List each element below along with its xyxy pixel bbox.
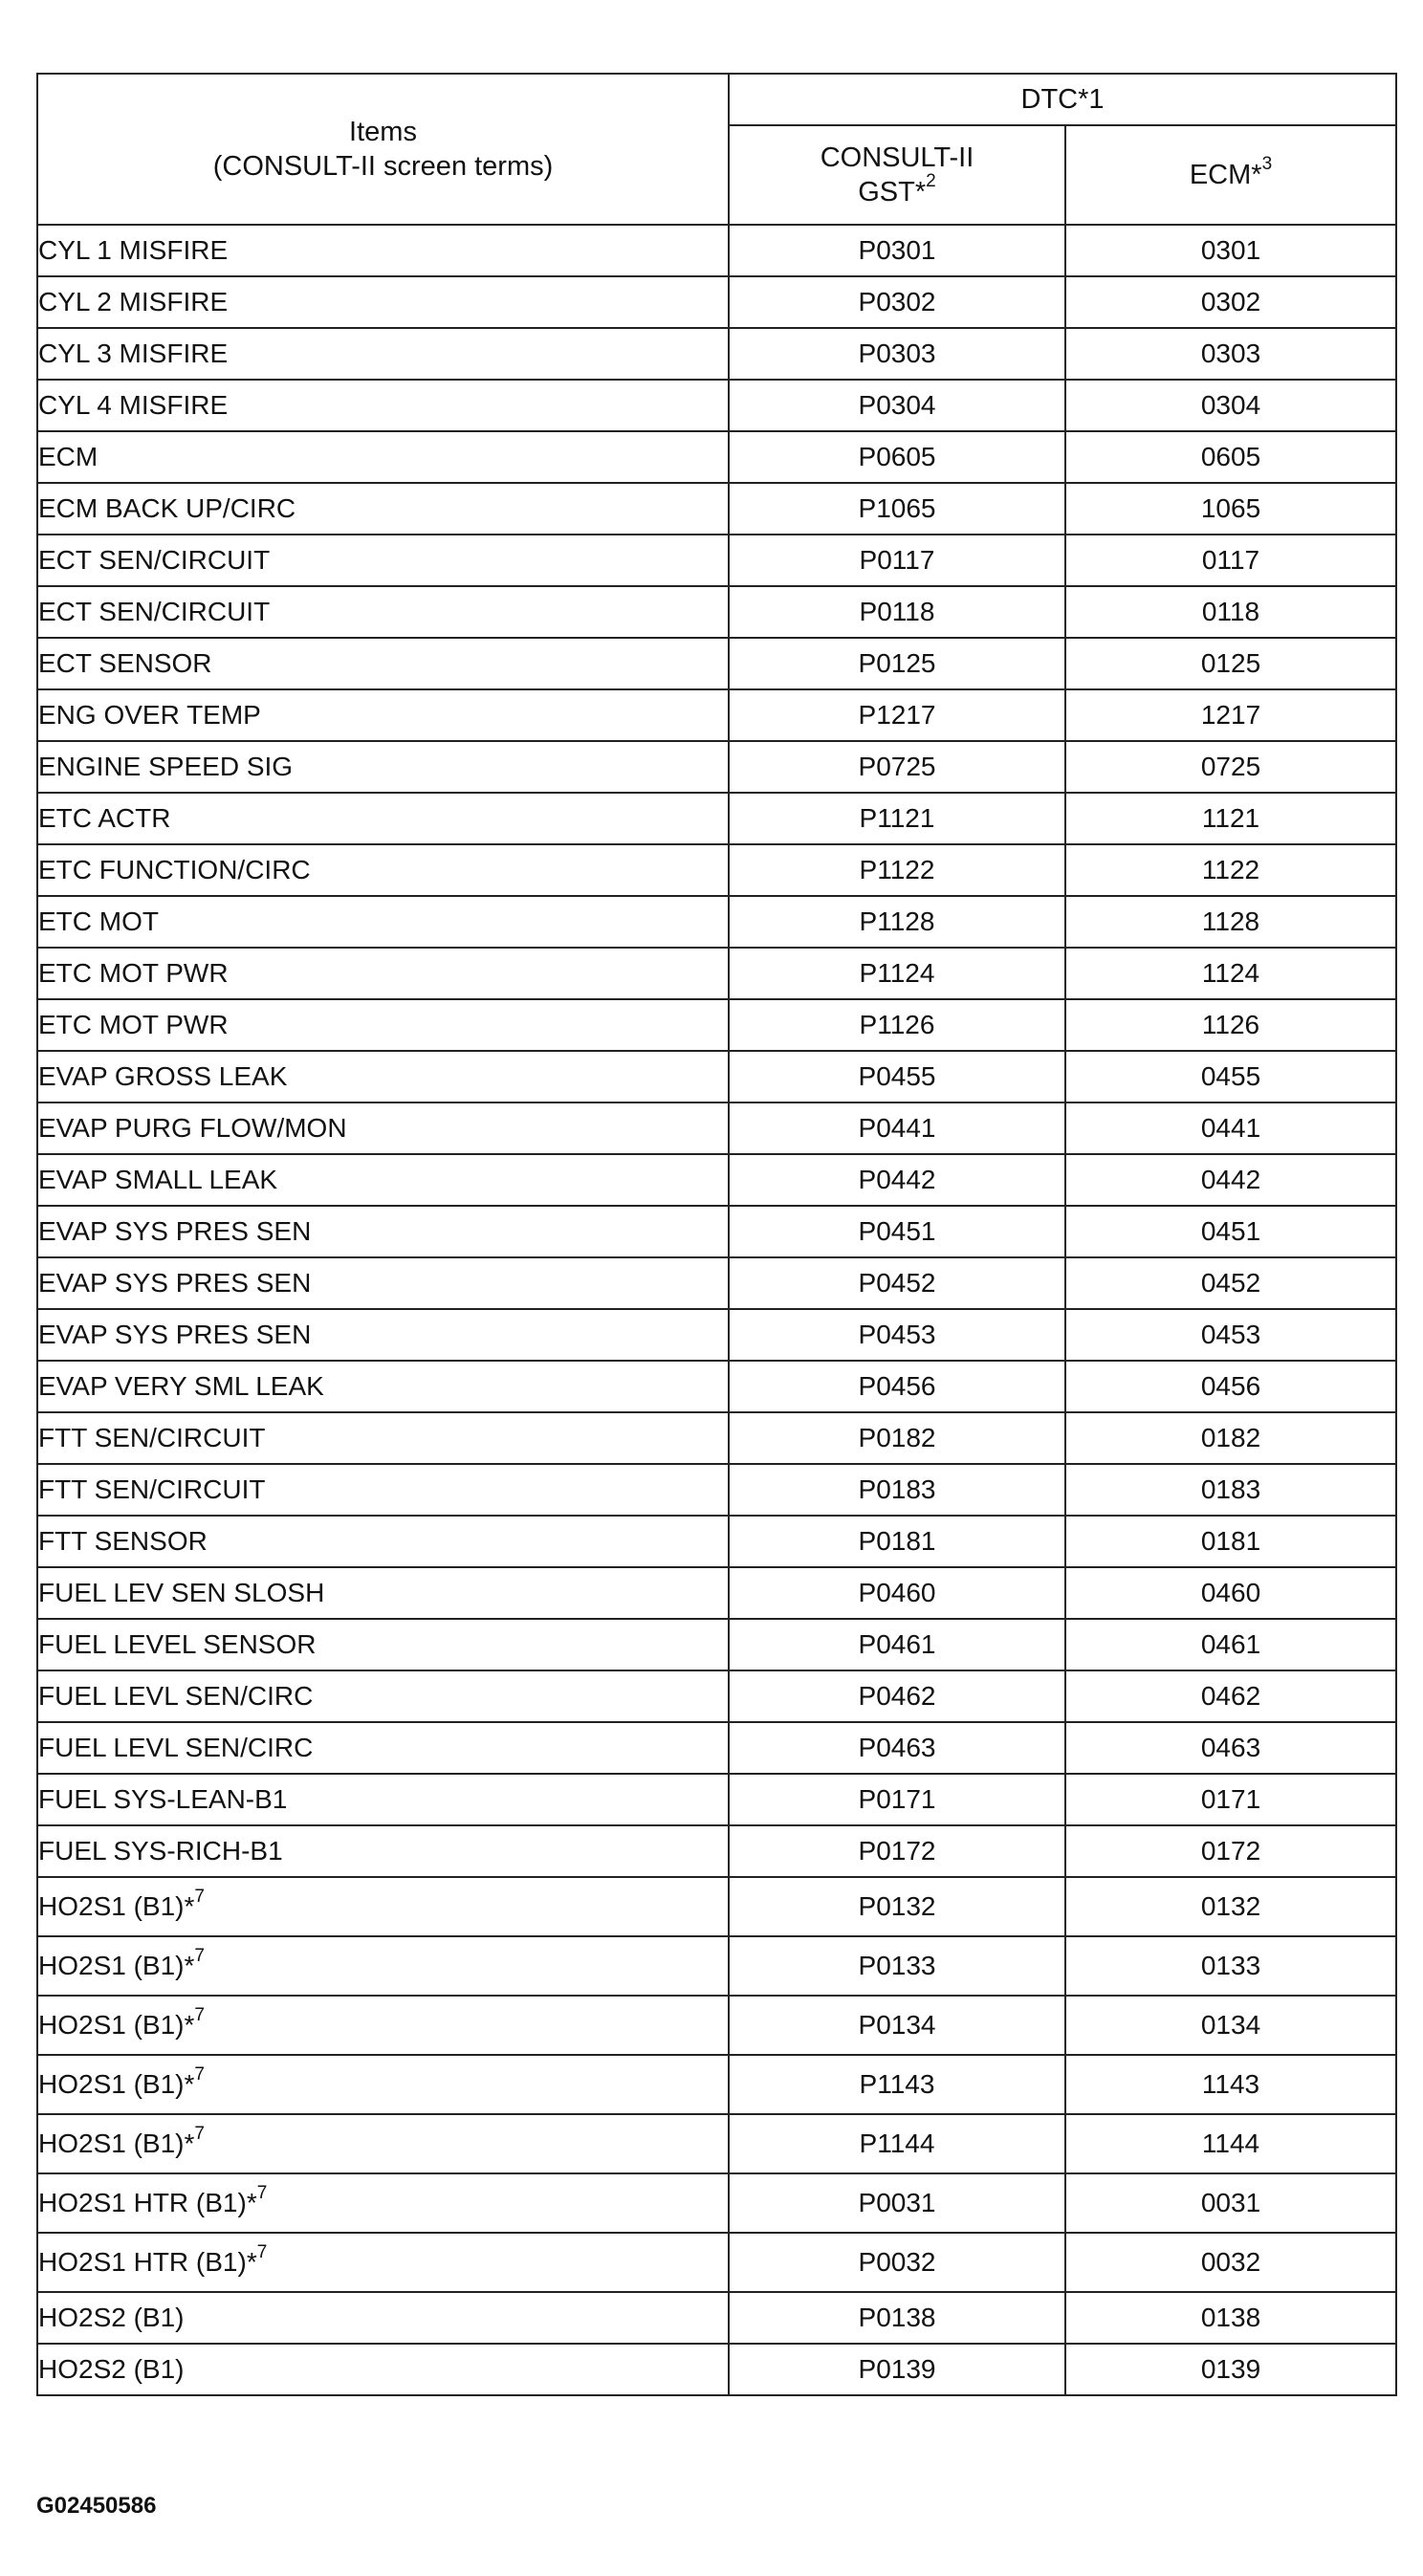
consult-code-cell: P0441 <box>729 1102 1065 1154</box>
items-header <box>37 74 729 225</box>
ecm-code-cell: 1128 <box>1065 896 1396 948</box>
item-label: ECM BACK UP/CIRC <box>38 493 296 523</box>
consult-header-label: CONSULT-II <box>820 142 974 173</box>
consult-gst-header <box>729 125 1065 225</box>
item-cell <box>37 586 729 638</box>
item-label: HO2S1 (B1)* <box>38 2128 195 2158</box>
table-row <box>37 1774 1396 1825</box>
item-cell <box>37 535 729 586</box>
consult-code-cell: P0138 <box>729 2292 1065 2344</box>
table-row <box>37 483 1396 535</box>
table-row <box>37 1154 1396 1206</box>
table-row <box>37 225 1396 276</box>
item-label: ETC MOT PWR <box>38 958 229 988</box>
consult-code-cell: P0172 <box>729 1825 1065 1877</box>
table-row <box>37 1936 1396 1996</box>
table-row <box>37 1361 1396 1412</box>
consult-code-cell: P0460 <box>729 1567 1065 1619</box>
item-cell <box>37 1722 729 1774</box>
item-cell <box>37 1670 729 1722</box>
ecm-code-cell: 0303 <box>1065 328 1396 380</box>
table-row <box>37 586 1396 638</box>
item-cell <box>37 1516 729 1567</box>
table-row <box>37 896 1396 948</box>
table-row <box>37 948 1396 999</box>
consult-code-cell: P0304 <box>729 380 1065 431</box>
consult-code-cell: P1065 <box>729 483 1065 535</box>
item-label: FUEL LEV SEN SLOSH <box>38 1578 325 1607</box>
item-label: EVAP SYS PRES SEN <box>38 1268 312 1298</box>
item-label: FUEL SYS-LEAN-B1 <box>38 1784 288 1814</box>
item-cell <box>37 793 729 844</box>
item-cell <box>37 483 729 535</box>
item-cell <box>37 999 729 1051</box>
ecm-code-cell: 0460 <box>1065 1567 1396 1619</box>
ecm-code-cell: 0183 <box>1065 1464 1396 1516</box>
item-label: ECT SEN/CIRCUIT <box>38 597 271 626</box>
table-row <box>37 1516 1396 1567</box>
ecm-code-cell: 0302 <box>1065 276 1396 328</box>
table-row <box>37 2173 1396 2233</box>
consult-code-cell: P0139 <box>729 2344 1065 2395</box>
consult-code-cell: P0183 <box>729 1464 1065 1516</box>
consult-code-cell: P0182 <box>729 1412 1065 1464</box>
table-row <box>37 328 1396 380</box>
consult-code-cell: P0134 <box>729 1996 1065 2055</box>
consult-code-cell: P0452 <box>729 1257 1065 1309</box>
ecm-code-cell: 0125 <box>1065 638 1396 689</box>
item-cell <box>37 844 729 896</box>
item-cell <box>37 1412 729 1464</box>
item-cell <box>37 1567 729 1619</box>
table-row <box>37 2055 1396 2114</box>
item-label: FUEL LEVL SEN/CIRC <box>38 1733 314 1762</box>
item-label: CYL 4 MISFIRE <box>38 390 229 420</box>
table-row <box>37 844 1396 896</box>
ecm-code-cell: 0453 <box>1065 1309 1396 1361</box>
item-label: EVAP VERY SML LEAK <box>38 1371 324 1401</box>
ecm-code-cell: 0032 <box>1065 2233 1396 2292</box>
item-cell <box>37 2292 729 2344</box>
item-label: HO2S1 (B1)* <box>38 2069 195 2099</box>
item-label: CYL 3 MISFIRE <box>38 338 229 368</box>
item-cell <box>37 1825 729 1877</box>
ecm-header-label: ECM* <box>1189 160 1262 190</box>
ecm-code-cell: 0304 <box>1065 380 1396 431</box>
ecm-code-cell: 0301 <box>1065 225 1396 276</box>
ecm-footnote-ref: 3 <box>1261 154 1273 175</box>
gst-footnote-ref: 2 <box>926 171 936 192</box>
item-cell <box>37 1619 729 1670</box>
table-row <box>37 535 1396 586</box>
ecm-code-cell: 0181 <box>1065 1516 1396 1567</box>
ecm-code-cell: 1144 <box>1065 2114 1396 2173</box>
table-row <box>37 2114 1396 2173</box>
ecm-code-cell: 0182 <box>1065 1412 1396 1464</box>
item-cell <box>37 638 729 689</box>
consult-code-cell: P0442 <box>729 1154 1065 1206</box>
item-label: HO2S1 (B1)* <box>38 1951 195 1980</box>
ecm-code-cell: 1122 <box>1065 844 1396 896</box>
ecm-code-cell: 0134 <box>1065 1996 1396 2055</box>
item-cell <box>37 896 729 948</box>
consult-code-cell: P0303 <box>729 328 1065 380</box>
consult-code-cell: P0456 <box>729 1361 1065 1412</box>
consult-code-cell: P0171 <box>729 1774 1065 1825</box>
ecm-code-cell: 0461 <box>1065 1619 1396 1670</box>
ecm-code-cell: 0725 <box>1065 741 1396 793</box>
table-row <box>37 1051 1396 1102</box>
item-label: EVAP PURG FLOW/MON <box>38 1113 347 1143</box>
table-row <box>37 431 1396 483</box>
item-cell <box>37 948 729 999</box>
table-row <box>37 1102 1396 1154</box>
item-footnote-ref: 7 <box>256 2241 268 2262</box>
item-cell <box>37 328 729 380</box>
ecm-code-cell: 1217 <box>1065 689 1396 741</box>
ecm-code-cell: 0138 <box>1065 2292 1396 2344</box>
consult-code-cell: P0125 <box>729 638 1065 689</box>
table-row <box>37 2292 1396 2344</box>
item-cell <box>37 2173 729 2233</box>
consult-code-cell: P0031 <box>729 2173 1065 2233</box>
ecm-code-cell: 0171 <box>1065 1774 1396 1825</box>
ecm-code-cell: 0456 <box>1065 1361 1396 1412</box>
table-row <box>37 1619 1396 1670</box>
item-cell <box>37 276 729 328</box>
item-label: EVAP SYS PRES SEN <box>38 1216 312 1246</box>
item-cell <box>37 380 729 431</box>
item-cell <box>37 1206 729 1257</box>
ecm-code-cell: 0117 <box>1065 535 1396 586</box>
item-cell <box>37 1936 729 1996</box>
item-label: HO2S2 (B1) <box>38 2303 185 2332</box>
figure-id: G02450586 <box>36 2493 157 2519</box>
table-row <box>37 1825 1396 1877</box>
item-footnote-ref: 7 <box>256 2182 268 2203</box>
item-label: HO2S1 HTR (B1)* <box>38 2247 257 2277</box>
item-label: EVAP GROSS LEAK <box>38 1061 288 1091</box>
table-row <box>37 276 1396 328</box>
consult-code-cell: P1122 <box>729 844 1065 896</box>
consult-code-cell: P1126 <box>729 999 1065 1051</box>
item-cell <box>37 1361 729 1412</box>
consult-code-cell: P1124 <box>729 948 1065 999</box>
consult-code-cell: P0453 <box>729 1309 1065 1361</box>
item-footnote-ref: 7 <box>194 1945 205 1966</box>
ecm-code-cell: 1126 <box>1065 999 1396 1051</box>
item-label: ETC MOT PWR <box>38 1010 229 1039</box>
ecm-code-cell: 0118 <box>1065 586 1396 638</box>
item-label: FUEL LEVL SEN/CIRC <box>38 1681 314 1711</box>
item-cell <box>37 225 729 276</box>
table-row <box>37 1309 1396 1361</box>
item-label: FUEL SYS-RICH-B1 <box>38 1836 283 1866</box>
item-cell <box>37 1051 729 1102</box>
item-cell <box>37 1464 729 1516</box>
table-row <box>37 1257 1396 1309</box>
table-row <box>37 638 1396 689</box>
item-label: HO2S1 (B1)* <box>38 2010 195 2040</box>
item-label: HO2S1 HTR (B1)* <box>38 2188 257 2217</box>
item-label: ETC ACTR <box>38 803 171 833</box>
table-header <box>37 74 1396 225</box>
table-row <box>37 1464 1396 1516</box>
item-cell <box>37 1154 729 1206</box>
gst-header-label: GST* <box>858 177 927 207</box>
item-footnote-ref: 7 <box>194 2004 205 2025</box>
consult-code-cell: P1217 <box>729 689 1065 741</box>
ecm-code-cell: 0451 <box>1065 1206 1396 1257</box>
ecm-code-cell: 0605 <box>1065 431 1396 483</box>
consult-code-cell: P0181 <box>729 1516 1065 1567</box>
consult-code-cell: P0455 <box>729 1051 1065 1102</box>
table-row <box>37 689 1396 741</box>
consult-code-cell: P0132 <box>729 1877 1065 1936</box>
table-row <box>37 2233 1396 2292</box>
items-header-label: Items <box>349 117 417 147</box>
item-cell <box>37 689 729 741</box>
ecm-code-cell: 1065 <box>1065 483 1396 535</box>
item-footnote-ref: 7 <box>194 1886 205 1907</box>
item-label: EVAP SYS PRES SEN <box>38 1320 312 1349</box>
item-cell <box>37 1877 729 1936</box>
ecm-code-cell: 0463 <box>1065 1722 1396 1774</box>
ecm-code-cell: 0442 <box>1065 1154 1396 1206</box>
consult-code-cell: P0118 <box>729 586 1065 638</box>
table-row <box>37 2344 1396 2395</box>
item-label: FTT SEN/CIRCUIT <box>38 1423 266 1452</box>
item-footnote-ref: 7 <box>194 2123 205 2144</box>
consult-code-cell: P0461 <box>729 1619 1065 1670</box>
item-cell <box>37 1309 729 1361</box>
ecm-code-cell: 0172 <box>1065 1825 1396 1877</box>
item-cell <box>37 431 729 483</box>
table-body <box>37 225 1396 2395</box>
consult-code-cell: P0725 <box>729 741 1065 793</box>
consult-code-cell: P0117 <box>729 535 1065 586</box>
item-label: CYL 2 MISFIRE <box>38 287 229 317</box>
table-row <box>37 1206 1396 1257</box>
item-label: FTT SEN/CIRCUIT <box>38 1474 266 1504</box>
consult-code-cell: P0462 <box>729 1670 1065 1722</box>
ecm-code-cell: 1121 <box>1065 793 1396 844</box>
consult-code-cell: P1143 <box>729 2055 1065 2114</box>
item-cell <box>37 1774 729 1825</box>
ecm-code-cell: 0462 <box>1065 1670 1396 1722</box>
dtc-header: DTC*1 <box>729 74 1396 125</box>
consult-code-cell: P0032 <box>729 2233 1065 2292</box>
item-label: FUEL LEVEL SENSOR <box>38 1629 317 1659</box>
item-label: ETC MOT <box>38 906 159 936</box>
item-label: ENG OVER TEMP <box>38 700 261 730</box>
table-row <box>37 793 1396 844</box>
consult-code-cell: P1121 <box>729 793 1065 844</box>
item-cell <box>37 2344 729 2395</box>
consult-code-cell: P0463 <box>729 1722 1065 1774</box>
item-label: ENGINE SPEED SIG <box>38 752 294 781</box>
table-row <box>37 999 1396 1051</box>
ecm-code-cell: 0133 <box>1065 1936 1396 1996</box>
consult-code-cell: P1144 <box>729 2114 1065 2173</box>
dtc-table <box>36 73 1397 2396</box>
item-label: CYL 1 MISFIRE <box>38 235 229 265</box>
item-footnote-ref: 7 <box>194 2063 205 2085</box>
items-header-sub: (CONSULT-II screen terms) <box>212 151 554 182</box>
table-row <box>37 1670 1396 1722</box>
ecm-code-cell: 0441 <box>1065 1102 1396 1154</box>
consult-code-cell: P1128 <box>729 896 1065 948</box>
ecm-code-cell: 0031 <box>1065 2173 1396 2233</box>
item-label: HO2S2 (B1) <box>38 2354 185 2384</box>
item-cell <box>37 1996 729 2055</box>
consult-code-cell: P0301 <box>729 225 1065 276</box>
table-row <box>37 1412 1396 1464</box>
consult-code-cell: P0302 <box>729 276 1065 328</box>
table-row <box>37 1877 1396 1936</box>
ecm-code-cell: 0132 <box>1065 1877 1396 1936</box>
ecm-code-cell: 0139 <box>1065 2344 1396 2395</box>
item-cell <box>37 1102 729 1154</box>
item-label: ECT SEN/CIRCUIT <box>38 545 271 575</box>
ecm-header <box>1065 125 1396 225</box>
table-row <box>37 1996 1396 2055</box>
consult-code-cell: P0451 <box>729 1206 1065 1257</box>
ecm-code-cell: 0455 <box>1065 1051 1396 1102</box>
item-cell <box>37 1257 729 1309</box>
item-cell <box>37 2055 729 2114</box>
table-row <box>37 741 1396 793</box>
item-label: ECT SENSOR <box>38 648 212 678</box>
item-cell <box>37 2114 729 2173</box>
consult-code-cell: P0133 <box>729 1936 1065 1996</box>
ecm-code-cell: 1124 <box>1065 948 1396 999</box>
item-label: ETC FUNCTION/CIRC <box>38 855 311 884</box>
ecm-code-cell: 1143 <box>1065 2055 1396 2114</box>
item-cell <box>37 2233 729 2292</box>
item-label: EVAP SMALL LEAK <box>38 1165 278 1194</box>
item-cell <box>37 741 729 793</box>
table-row <box>37 1722 1396 1774</box>
ecm-code-cell: 0452 <box>1065 1257 1396 1309</box>
table-row <box>37 1567 1396 1619</box>
item-label: FTT SENSOR <box>38 1526 208 1556</box>
consult-code-cell: P0605 <box>729 431 1065 483</box>
item-label: HO2S1 (B1)* <box>38 1891 195 1921</box>
table-row <box>37 380 1396 431</box>
item-label: ECM <box>38 442 99 471</box>
